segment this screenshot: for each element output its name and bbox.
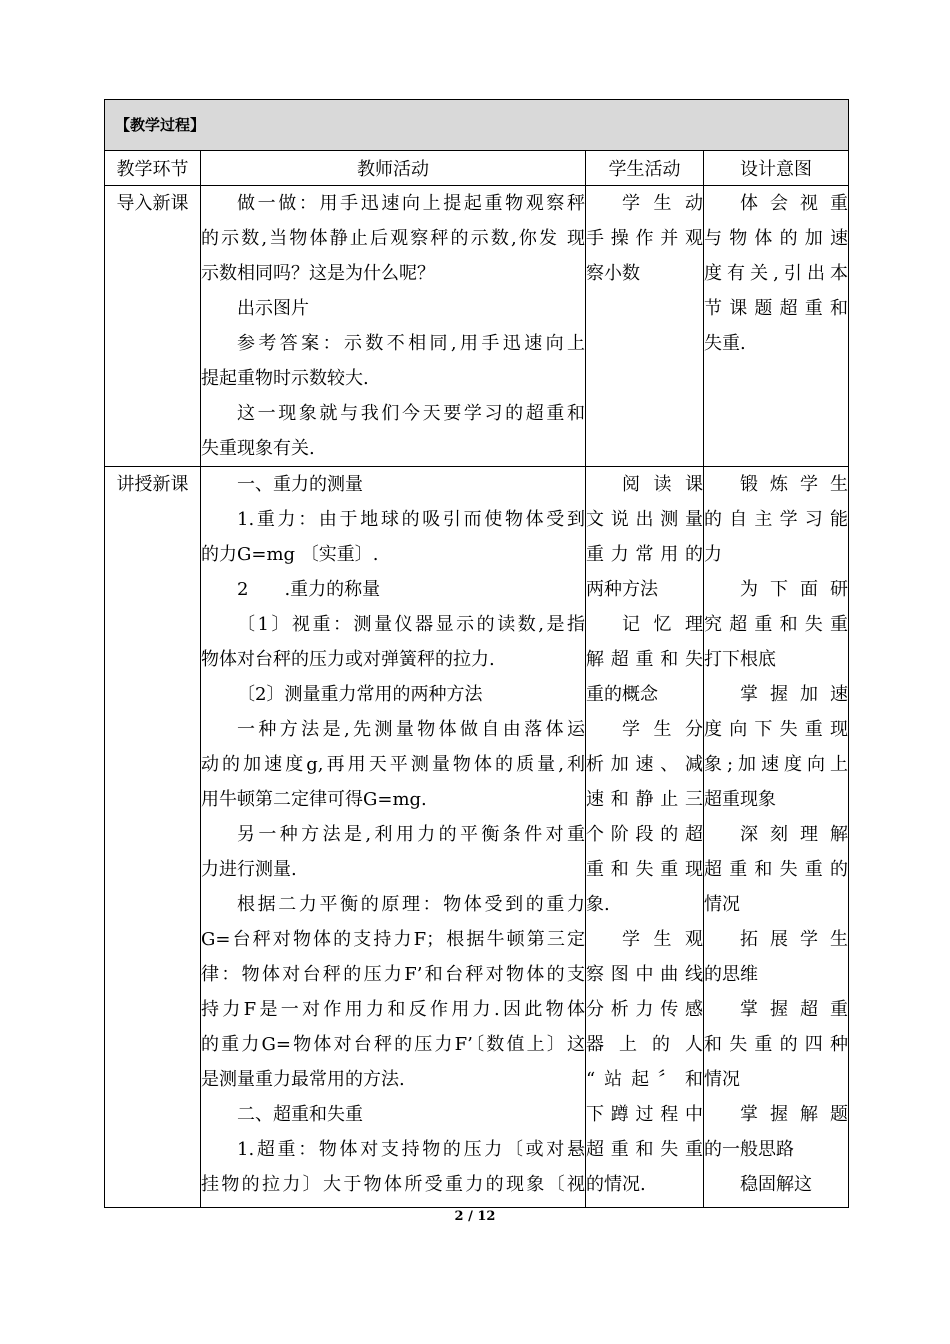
student-line: 察图中曲线	[586, 964, 703, 985]
teacher-line: G=台秤对物体的支持力F；根据牛顿第三定	[201, 929, 585, 950]
student-line: “站起〞和	[586, 1069, 703, 1090]
teacher-line: 用牛顿第二定律可得G=mg.	[201, 789, 427, 810]
design-line: 象;加速度向上	[704, 754, 849, 775]
design-line: 情况	[704, 1069, 740, 1090]
teacher-activity-cell	[201, 186, 586, 467]
table-row	[105, 186, 849, 467]
student-line: 手操作并观	[586, 228, 703, 249]
design-line: 掌握加速	[740, 684, 849, 705]
design-line: 超重和失重的	[704, 859, 849, 880]
stage-cell	[105, 186, 201, 467]
student-line: 两种方法	[586, 579, 658, 600]
teaching-process-table	[104, 99, 849, 1208]
teacher-line: 二、超重和失重	[237, 1104, 363, 1125]
student-line: 文说出测量	[586, 509, 703, 530]
design-line: 力	[704, 544, 722, 565]
student-line: 学生观	[622, 929, 703, 950]
column-header-design: 设计意图	[704, 151, 849, 186]
teacher-line: 一种方法是,先测量物体做自由落体运	[237, 719, 585, 740]
design-line: 度有关,引出本	[704, 263, 849, 284]
student-line: 速和静止三	[586, 789, 703, 810]
design-line: 打下根底	[704, 649, 776, 670]
design-line: 为下面研	[740, 579, 849, 600]
teacher-line: 是测量重力最常用的方法.	[201, 1069, 405, 1090]
teacher-line: 示数相同吗？这是为什么呢？	[201, 263, 435, 284]
student-activity-cell	[586, 467, 704, 1208]
table-row	[105, 467, 849, 1208]
student-line: 下蹲过程中	[586, 1104, 703, 1125]
student-line: 象.	[586, 894, 610, 915]
stage-label: 讲授新课	[116, 474, 189, 495]
column-header-stage: 教学环节	[105, 151, 201, 186]
teacher-line: 出示图片	[237, 298, 309, 319]
table-header-row	[105, 151, 849, 186]
student-line: 个阶段的超	[586, 824, 703, 845]
design-line: 节课题超重和	[704, 298, 849, 319]
teacher-line: 力进行测量.	[201, 859, 297, 880]
student-line: 重和失重现	[586, 859, 703, 880]
student-line: 学生动	[622, 193, 703, 214]
design-intent-cell	[704, 467, 849, 1208]
design-line: 度向下失重现	[704, 719, 849, 740]
teacher-line: 〔2〕测量重力常用的两种方法	[237, 684, 483, 705]
teacher-line: 另一种方法是,利用力的平衡条件对重	[237, 824, 585, 845]
teacher-line: 的示数,当物体静止后观察秤的示数,你发 现	[201, 228, 585, 249]
student-line: 学生分	[622, 719, 703, 740]
design-line: 深刻理解	[740, 824, 849, 845]
student-line: 重力常用的	[586, 544, 703, 565]
teacher-line: 1.超重：物体对支持物的压力〔或对悬	[237, 1139, 585, 1160]
teacher-line: 1.重力：由于地球的吸引而使物体受到	[237, 509, 585, 530]
teacher-line: 物体对台秤的压力或对弹簧秤的拉力.	[201, 649, 495, 670]
teacher-line: 律：物体对台秤的压力F’和台秤对物体的支	[201, 964, 585, 985]
column-header-student: 学生活动	[586, 151, 704, 186]
student-line: 的情况.	[586, 1174, 646, 1195]
design-line: 体会视重	[740, 193, 849, 214]
design-intent-cell	[704, 186, 849, 467]
column-header-teacher: 教师活动	[201, 151, 586, 186]
design-line: 与物体的加速	[704, 228, 849, 249]
student-line: 分析力传感	[586, 999, 703, 1020]
teacher-line: 的重力G=物体对台秤的压力F’〔数值上〕这	[201, 1034, 585, 1055]
student-line: 器上的人	[586, 1034, 703, 1055]
design-line: 超重现象	[704, 789, 776, 810]
design-line: 失重.	[704, 333, 746, 354]
teacher-line: 动的加速度g,再用天平测量物体的质量,利	[201, 754, 585, 775]
student-line: 阅读课	[622, 474, 703, 495]
teacher-line: 失重现象有关.	[201, 438, 315, 459]
design-line: 的思维	[704, 964, 758, 985]
design-line: 和失重的四种	[704, 1034, 849, 1055]
student-line: 重的概念	[586, 684, 658, 705]
teacher-line: 持力F是一对作用力和反作用力.因此物体	[201, 999, 585, 1020]
teacher-line: 挂物的拉力〕大于物体所受重力的现象〔视	[201, 1174, 585, 1195]
teacher-line: 一、重力的测量	[237, 474, 363, 495]
student-line: 析加速、减	[586, 754, 703, 775]
design-line: 掌握解题	[740, 1104, 849, 1125]
design-line: 情况	[704, 894, 740, 915]
design-line: 掌握超重	[740, 999, 849, 1020]
student-activity-cell	[586, 186, 704, 467]
design-line: 拓展学生	[740, 929, 849, 950]
stage-cell	[105, 467, 201, 1208]
teacher-line: 提起重物时示数较大.	[201, 368, 369, 389]
teacher-line: 参考答案：示数不相同,用手迅速向上	[237, 333, 585, 354]
student-line: 察小数	[586, 263, 640, 284]
design-line: 的自主学习能	[704, 509, 849, 530]
student-line: 记忆理	[622, 614, 703, 635]
teacher-line: 的力G=mg 〔实重〕.	[201, 544, 379, 565]
student-line: 超重和失重	[586, 1139, 703, 1160]
teacher-line: 做一做：用手迅速向上提起重物观察秤	[237, 193, 585, 214]
design-line: 锻炼学生	[740, 474, 849, 495]
design-line: 的一般思路	[704, 1139, 794, 1160]
page-number: 2 / 12	[454, 1209, 496, 1224]
teacher-line: 根据二力平衡的原理：物体受到的重力	[237, 894, 585, 915]
stage-label: 导入新课	[116, 193, 189, 214]
design-line: 稳固解这	[740, 1174, 812, 1195]
teacher-line: 这一现象就与我们今天要学习的超重和	[237, 403, 585, 424]
design-line: 究超重和失重	[704, 614, 849, 635]
student-line: 解超重和失	[586, 649, 703, 670]
teacher-activity-cell	[201, 467, 586, 1208]
teacher-line: 〔1〕视重：测量仪器显示的读数,是指	[237, 614, 585, 635]
section-title: 【教学过程】	[105, 100, 849, 151]
teacher-line: 2 .重力的称量	[237, 579, 381, 600]
